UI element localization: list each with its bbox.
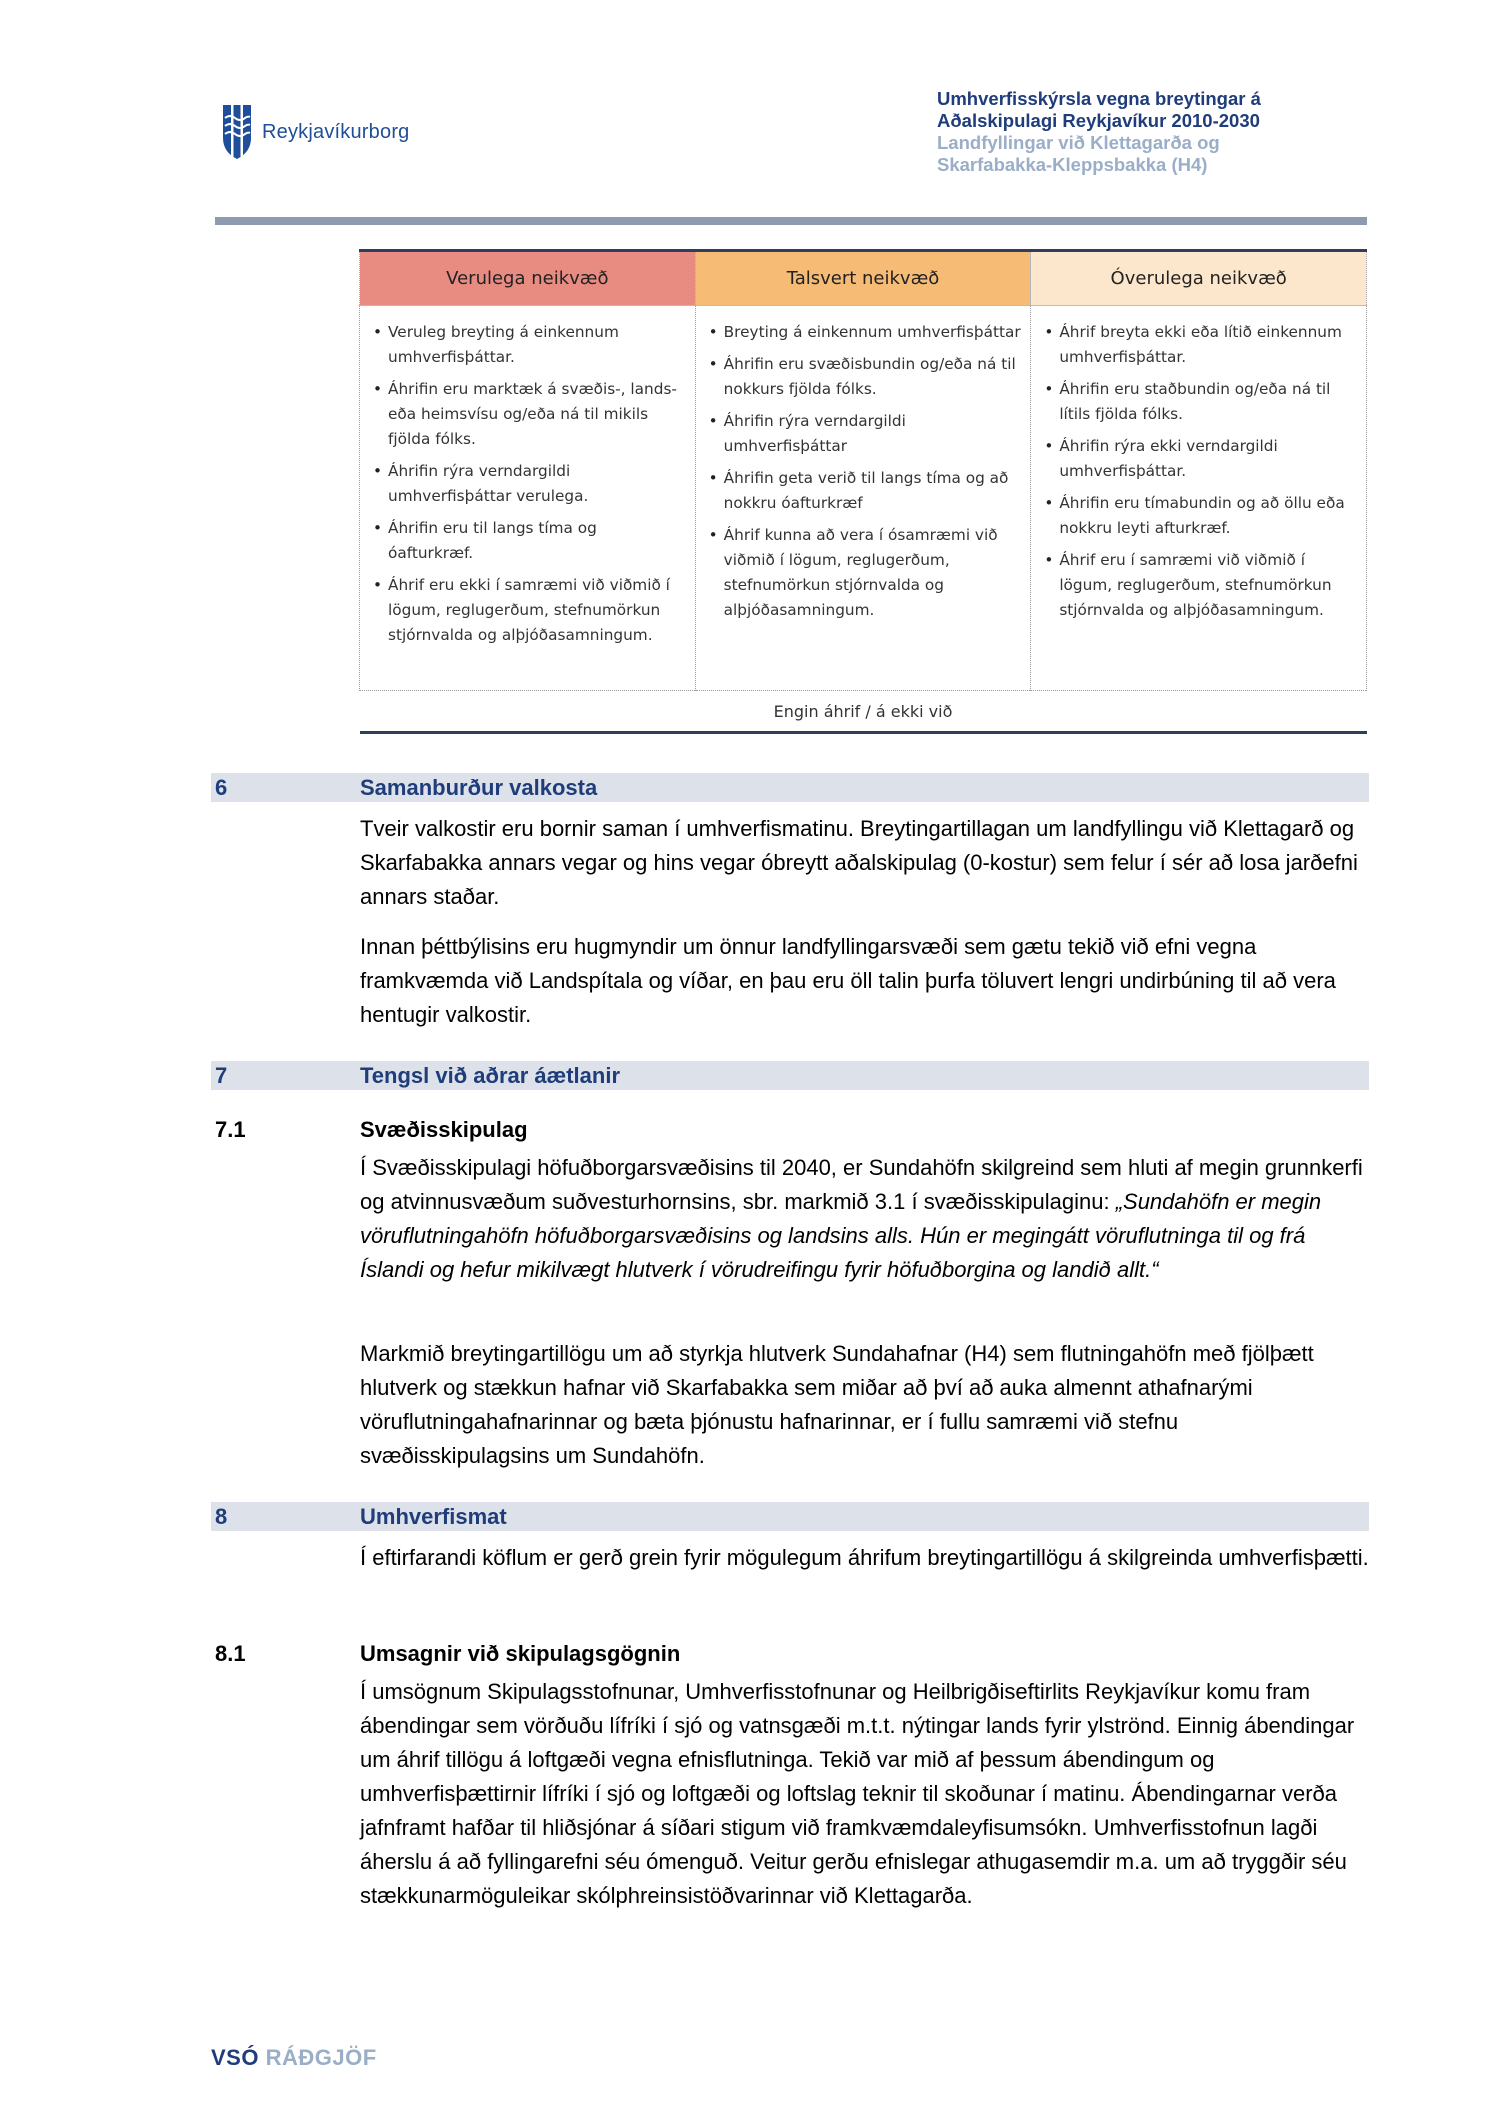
- section-7-1-paragraph-2: Markmið breytingartillögu um að styrkja hlutverk Sundahafnar (H4) sem flutningahöfn með fjölþætt hlutverk og stækkun hafnar við Skarfabakka sem miðar að því að auka almennt athafnarými vöruflutningahafnarinnar og bæta þjónustu hafnarinnar, er í fullu samræmi við stefnu svæðisskipulagsins um Sundahöfn.: [360, 1341, 1314, 1468]
- subsection-title: Umsagnir við skipulagsgögnin: [360, 1641, 681, 1666]
- footer-brand-part-1: VSÓ: [211, 2045, 259, 2070]
- regional-plan-quote: „Sundahöfn er megin vöruflutningahöfn höfuðborgarsvæðisins og landsins alls. Hún er megingátt vöruflutninga til og frá Íslandi og hefur mikilvægt hlutverk í vörudreifingu fyrir höfuðborgina og landið allt.“: [360, 1189, 1322, 1282]
- paragraph-text: Í Svæðisskipulagi höfuðborgarsvæðisins til 2040, er Sundahöfn skilgreind sem hluti af megin grunnkerfi og atvinnusvæðum suðvesturhornsins, sbr. markmið 3.1 í svæðisskipulaginu:: [360, 1155, 1363, 1214]
- section-7-1-paragraph-1: [360, 1151, 1370, 1287]
- header-line-4: Skarfabakka-Kleppsbakka (H4): [937, 154, 1208, 175]
- subsection-number: 8.1: [215, 1641, 246, 1666]
- section-title: Tengsl við aðrar áætlanir: [360, 1063, 621, 1088]
- header-line-3: Landfyllingar við Klettagarða og: [937, 132, 1220, 153]
- header-line-1: Umhverfisskýrsla vegna breytingar á: [937, 88, 1261, 109]
- column-heading-very-negative: Verulega neikvæð: [360, 251, 696, 306]
- reykjavik-logo: [222, 104, 410, 160]
- list-item: • Áhrifin rýra ekki verndargildi umhverfisþáttar.: [1059, 434, 1358, 484]
- impact-scale-table: [359, 249, 1367, 734]
- column-very-negative: [360, 306, 696, 691]
- list-item: • Áhrifin rýra verndargildi umhverfisþáttar: [724, 409, 1023, 459]
- reykjavik-crest-icon: [222, 104, 252, 160]
- list-item: • Áhrif eru í samræmi við viðmið í lögum, reglugerðum, stefnumörkun stjórnvalda og alþjóðasamningum.: [1059, 548, 1358, 623]
- header-line-2: Aðalskipulagi Reykjavíkur 2010-2030: [937, 110, 1260, 131]
- section-6-paragraph-1: Tveir valkostir eru bornir saman í umhverfismatinu. Breytingartillagan um landfyllingu við Klettagarð og Skarfabakka annars vegar og hins vegar óbreytt aðalskipulag (0-kostur) sem felur í sér að losa jarðefni annars staðar.: [360, 816, 1358, 909]
- table-footer-no-impact: Engin áhrif / á ekki við: [360, 691, 1367, 733]
- section-number: 8: [215, 1504, 228, 1529]
- section-title: Umhverfismat: [360, 1504, 507, 1529]
- list-item: • Áhrif eru ekki í samræmi við viðmið í lögum, reglugerðum, stefnumörkun stjórnvalda og alþjóðasamningum.: [388, 573, 687, 648]
- section-6-paragraph-2: Innan þéttbýlisins eru hugmyndir um önnur landfyllingarsvæði sem gætu tekið við efni vegna framkvæmda við Landspítala og víðar, en þau eru öll talin þurfa töluvert lengri undirbúning til að vera hentugir valkostir.: [360, 934, 1336, 1027]
- document-header: [937, 88, 1261, 176]
- vso-radgjof-logo: [211, 2045, 377, 2071]
- list-item: • Áhrif breyta ekki eða lítið einkennum umhverfisþáttar.: [1059, 320, 1358, 370]
- column-heading-considerably-negative: Talsvert neikvæð: [695, 251, 1031, 306]
- logo-text: Reykjavíkurborg: [262, 120, 410, 143]
- list-item: • Áhrifin eru marktæk á svæðis-, lands- eða heimsvísu og/eða ná til mikils fjölda fólks.: [388, 377, 687, 452]
- section-7-heading: [211, 1061, 1369, 1090]
- section-title: Samanburður valkosta: [360, 775, 598, 800]
- section-8-1-paragraph: Í umsögnum Skipulagsstofnunar, Umhverfisstofnunar og Heilbrigðiseftirlits Reykjavíkur komu fram ábendingar sem vörðuðu lífríki í sjó og vatnsgæði m.t.t. nýtingar lands fyrir ylströnd. Einnig ábendingar um áhrif tillögu á loftgæði vegna efnisflutninga. Tekið var mið af þessum ábendingum og umhverfisþættirnir lífríki í sjó og loftgæði og loftslag teknir til skoðunar í matinu. Ábendingarnar verða jafnframt hafðar til hliðsjónar á síðari stigum við framkvæmdaleyfisumsókn. Umhverfisstofnun lagði áherslu á að fyllingarefni séu ómenguð. Veitur gerðu efnislegar athugasemdir m.a. um að tryggðir séu stækkunarmöguleikar skólphreinsistöðvarinnar við Klettagarða.: [360, 1679, 1355, 1908]
- section-number: 7: [215, 1063, 228, 1088]
- subsection-number: 7.1: [215, 1117, 246, 1142]
- list-item: • Áhrifin eru svæðisbundin og/eða ná til nokkurs fjölda fólks.: [724, 352, 1023, 402]
- column-insignificant-negative: [1031, 306, 1367, 691]
- list-item: • Áhrifin eru tímabundin og að öllu eða nokkru leyti afturkræf.: [1059, 491, 1358, 541]
- list-item: • Áhrifin eru staðbundin og/eða ná til lítils fjölda fólks.: [1059, 377, 1358, 427]
- list-item: • Breyting á einkennum umhverfisþáttar: [724, 320, 1023, 345]
- list-item: • Áhrifin geta verið til langs tíma og að nokkru óafturkræf: [724, 466, 1023, 516]
- section-8-heading: [211, 1502, 1369, 1531]
- list-item: • Veruleg breyting á einkennum umhverfisþáttar.: [388, 320, 687, 370]
- column-considerably-negative: [695, 306, 1031, 691]
- header-rule: [215, 217, 1367, 225]
- list-item: • Áhrifin eru til langs tíma og óafturkræf.: [388, 516, 687, 566]
- section-number: 6: [215, 775, 228, 800]
- list-item: • Áhrifin rýra verndargildi umhverfisþáttar verulega.: [388, 459, 687, 509]
- list-item: • Áhrif kunna að vera í ósamræmi við viðmið í lögum, reglugerðum, stefnumörkun stjórnvalda og alþjóðasamningum.: [724, 523, 1023, 623]
- subsection-title: Svæðisskipulag: [360, 1117, 528, 1142]
- section-6-heading: [211, 773, 1369, 802]
- column-heading-insignificant-negative: Óverulega neikvæð: [1031, 251, 1367, 306]
- footer-brand-part-2: RÁÐGJÖF: [265, 2045, 377, 2070]
- section-8-paragraph-1: Í eftirfarandi köflum er gerð grein fyrir mögulegum áhrifum breytingartillögu á skilgreinda umhverfisþætti.: [360, 1545, 1369, 1570]
